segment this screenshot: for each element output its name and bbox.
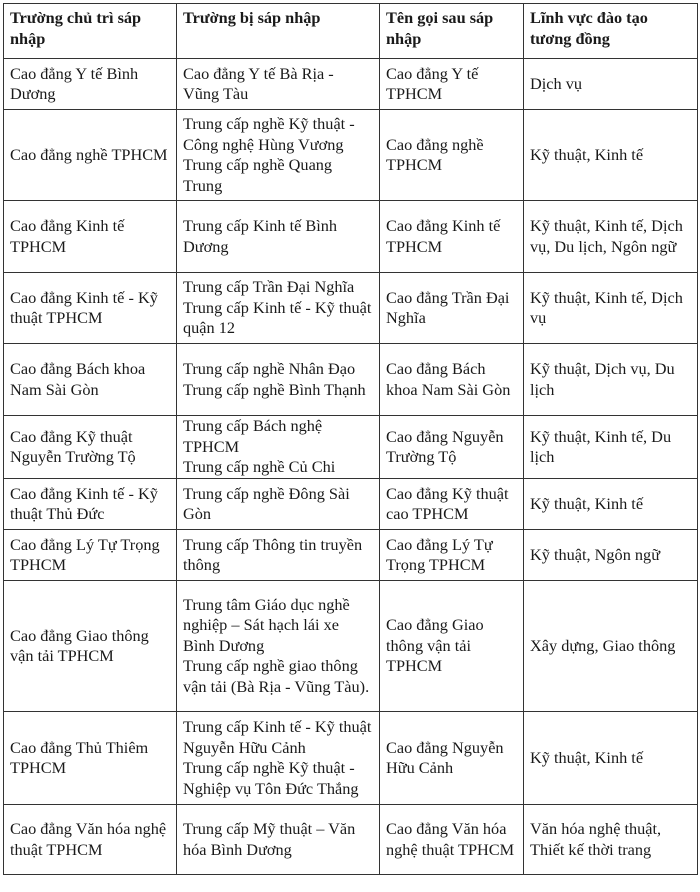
merged-school-name: Trung cấp nghề Nhân Đạo	[183, 359, 356, 378]
training-fields-cell: Kỹ thuật, Kinh tế	[524, 110, 698, 201]
host-school-cell: Cao đẳng Kinh tế - Kỹ thuật TPHCM	[4, 273, 177, 344]
host-school-cell: Cao đẳng Kinh tế - Kỹ thuật Thủ Đức	[4, 479, 177, 530]
merged-school-name: Cao đẳng Y tế Bà Rịa - Vũng Tàu	[183, 63, 334, 103]
new-name-cell: Cao đẳng Bách khoa Nam Sài Gòn	[380, 344, 524, 416]
merged-school-cell	[177, 273, 380, 344]
merged-school-name: Trung cấp nghề Kỹ thuật - Công nghệ Hùng Vương	[183, 114, 355, 154]
training-fields-cell: Kỹ thuật, Kinh tế, Dịch vụ	[524, 273, 698, 344]
table-row	[4, 201, 698, 273]
table-row	[4, 805, 698, 875]
merged-school-name: Trung cấp Trần Đại Nghĩa	[183, 277, 355, 297]
host-school-cell: Cao đẳng Kinh tế TPHCM	[4, 201, 177, 273]
new-name-cell: Cao đẳng Trần Đại Nghĩa	[380, 273, 524, 344]
host-school-cell: Cao đẳng Bách khoa Nam Sài Gòn	[4, 344, 177, 416]
training-fields-cell: Kỹ thuật, Kinh tế, Du lịch	[524, 416, 698, 479]
header-row	[4, 4, 698, 59]
table-row	[4, 479, 698, 530]
merged-school-cell	[177, 712, 380, 805]
table-row	[4, 712, 698, 805]
training-fields-cell: Xây dựng, Giao thông	[524, 581, 698, 712]
table-row	[4, 110, 698, 201]
merged-school-name: Trung cấp Kinh tế - Kỹ thuật Nguyễn Hữu Cảnh	[183, 717, 372, 757]
merged-school-cell	[177, 416, 380, 479]
merged-school-cell	[177, 344, 380, 416]
new-name-cell: Cao đẳng Y tế TPHCM	[380, 59, 524, 110]
table-row	[4, 273, 698, 344]
training-fields-cell: Văn hóa nghệ thuật, Thiết kế thời trang	[524, 805, 698, 875]
merged-school-cell	[177, 110, 380, 201]
host-school-cell: Cao đẳng Lý Tự Trọng TPHCM	[4, 530, 177, 581]
training-fields-cell: Kỹ thuật, Ngôn ngữ	[524, 530, 698, 581]
merged-school-name: Trung cấp Bách nghệ TPHCM	[183, 416, 323, 456]
table-row	[4, 416, 698, 479]
host-school-cell: Cao đẳng Kỹ thuật Nguyễn Trường Tộ	[4, 416, 177, 479]
new-name-cell: Cao đẳng nghề TPHCM	[380, 110, 524, 201]
host-school-cell: Cao đẳng Giao thông vận tải TPHCM	[4, 581, 177, 712]
host-school-cell: Cao đẳng Văn hóa nghệ thuật TPHCM	[4, 805, 177, 875]
new-name-cell: Cao đẳng Giao thông vận tải TPHCM	[380, 581, 524, 712]
merged-school-name: Trung tâm Giáo dục nghề nghiệp – Sát hạch lái xe Bình Dương	[183, 594, 350, 655]
new-name-cell: Cao đẳng Nguyễn Hữu Cảnh	[380, 712, 524, 805]
host-school-cell: Cao đẳng Thủ Thiêm TPHCM	[4, 712, 177, 805]
merged-school-name: Trung cấp Kinh tế Bình Dương	[183, 216, 338, 256]
table-row	[4, 530, 698, 581]
merged-school-name: Trung cấp nghề Đông Sài Gòn	[183, 483, 350, 523]
merged-school-cell	[177, 581, 380, 712]
training-fields-cell: Kỹ thuật, Kinh tế	[524, 479, 698, 530]
merged-school-name: Trung cấp Kinh tế - Kỹ thuật quận 12	[183, 297, 372, 338]
merged-school-name: Trung cấp Mỹ thuật – Văn hóa Bình Dương	[183, 819, 356, 859]
merged-school-cell	[177, 805, 380, 875]
merged-school-cell	[177, 59, 380, 110]
training-fields-cell: Kỹ thuật, Kinh tế	[524, 712, 698, 805]
merged-school-name: Trung cấp nghề giao thông vận tải (Bà Rịa - Vũng Tàu).	[183, 656, 370, 696]
training-fields-cell: Kỹ thuật, Dịch vụ, Du lịch	[524, 344, 698, 416]
merged-school-name: Trung cấp nghề Quang Trung	[183, 155, 333, 195]
merged-school-cell	[177, 201, 380, 273]
merged-school-name: Trung cấp nghề Kỹ thuật - Nghiệp vụ Tôn Đức Thắng	[183, 758, 359, 798]
new-name-cell: Cao đẳng Kỹ thuật cao TPHCM	[380, 479, 524, 530]
training-fields-cell: Kỹ thuật, Kinh tế, Dịch vụ, Du lịch, Ngôn ngữ	[524, 201, 698, 273]
table-row	[4, 344, 698, 416]
header-merged-school: Trường bị sáp nhập	[177, 4, 380, 59]
table-row	[4, 59, 698, 110]
new-name-cell: Cao đẳng Lý Tự Trọng TPHCM	[380, 530, 524, 581]
merged-school-cell	[177, 530, 380, 581]
training-fields-cell: Dịch vụ	[524, 59, 698, 110]
host-school-cell: Cao đẳng Y tế Bình Dương	[4, 59, 177, 110]
host-school-cell: Cao đẳng nghề TPHCM	[4, 110, 177, 201]
merged-school-cell	[177, 479, 380, 530]
header-new-name: Tên gọi sau sáp nhập	[380, 4, 524, 59]
new-name-cell: Cao đẳng Kinh tế TPHCM	[380, 201, 524, 273]
header-training-fields: Lĩnh vực đào tạo tương đồng	[524, 4, 698, 59]
school-merger-table	[3, 3, 698, 875]
table-row	[4, 581, 698, 712]
new-name-cell: Cao đẳng Văn hóa nghệ thuật TPHCM	[380, 805, 524, 875]
merged-school-name: Trung cấp Thông tin truyền thông	[183, 534, 363, 574]
merged-school-name: Trung cấp nghề Củ Chi	[183, 457, 336, 477]
header-host-school: Trường chủ trì sáp nhập	[4, 4, 177, 59]
merged-school-name: Trung cấp nghề Bình Thạnh	[183, 379, 366, 399]
new-name-cell: Cao đẳng Nguyễn Trường Tộ	[380, 416, 524, 479]
